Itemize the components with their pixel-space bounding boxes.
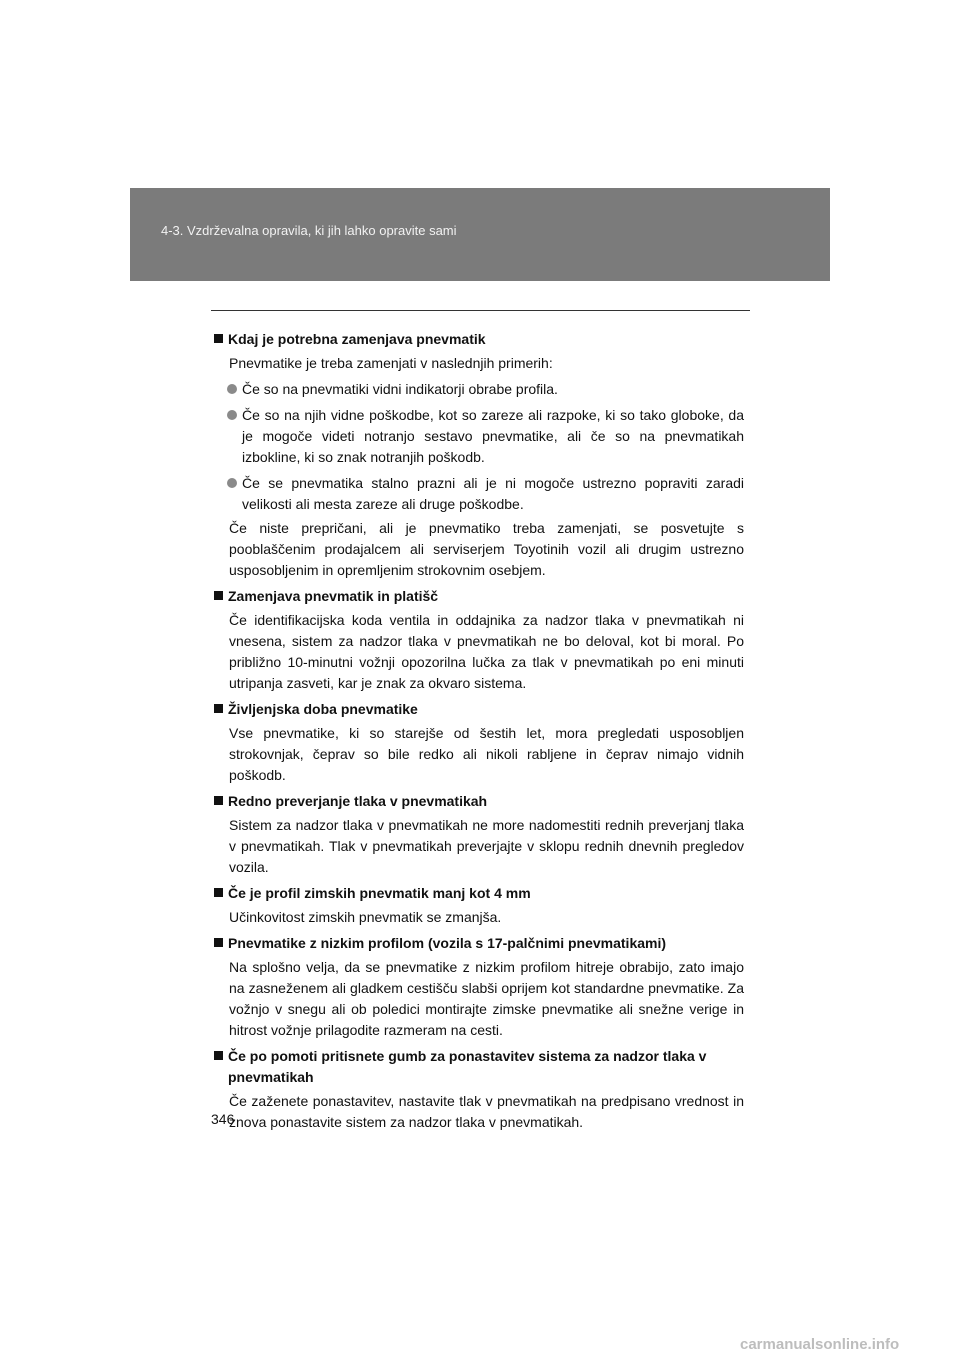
- section-heading: Kdaj je potrebna zamenjava pnevmatik: [211, 329, 744, 350]
- section-body: Če zaženete ponastavitev, nastavite tlak v pnevmatikah na predpisano vrednost in znova ponastavite sistem za nadzor tlaka v pnevmatikah.: [229, 1093, 744, 1130]
- section-heading: Pnevmatike z nizkim profilom (vozila s 17-palčnimi pnevmatikami): [211, 933, 744, 954]
- top-divider: [211, 310, 750, 311]
- list-item: Če se pnevmatika stalno prazni ali je ni mogoče ustrezno popraviti zaradi velikosti ali mesta zareze ali druge poškodbe.: [211, 473, 744, 515]
- watermark: carmanualsonline.info: [740, 1336, 900, 1353]
- section-heading: Če je profil zimskih pnevmatik manj kot 4 mm: [211, 883, 744, 904]
- circle-bullet-icon: [227, 410, 237, 420]
- page-content: [211, 329, 744, 1133]
- section-body: Sistem za nadzor tlaka v pnevmatikah ne more nadomestiti rednih preverjanj tlaka v pnevmatikah. Tlak v pnevmatikah preverjajte v sklopu rednih dnevnih pregledov vozila.: [229, 817, 744, 875]
- section-heading: Če po pomoti pritisnete gumb za ponastavitev sistema za nadzor tlaka v pnevmatikah: [211, 1046, 744, 1088]
- section-heading: Redno preverjanje tlaka v pnevmatikah: [211, 791, 744, 812]
- section-header-band: [130, 188, 830, 281]
- section-body: Vse pnevmatike, ki so starejše od šestih let, mora pregledati usposobljen strokovnjak, čeprav so bile redko ali nikoli rabljene in čeprav nimajo vidnih poškodb.: [229, 725, 744, 783]
- section-body: Učinkovitost zimskih pnevmatik se zmanjša.: [229, 909, 502, 925]
- section-body: Če niste prepričani, ali je pnevmatiko treba zamenjati, se posvetujte s pooblaščenim prodajalcem ali serviserjem Toyotinih vozil ali drugim ustrezno usposobljenim in opremljenim strokovnim osebjem.: [229, 520, 744, 578]
- square-bullet-icon: [214, 334, 223, 343]
- list-item: Če so na pnevmatiki vidni indikatorji obrabe profila.: [211, 379, 744, 400]
- square-bullet-icon: [214, 796, 223, 805]
- square-bullet-icon: [214, 888, 223, 897]
- section-body: Na splošno velja, da se pnevmatike z nizkim profilom hitreje obrabijo, zato imajo na zasneženem ali gladkem cestišču slabši oprijem kot standardne pnevmatike. Za vožnjo v snegu ali ob poledici montirajte zimske pnevmatike ali snežne verige in hitrost vožnje prilagodite razmeram na cesti.: [229, 959, 744, 1038]
- page-number: 346: [211, 1111, 235, 1127]
- section-title: 4-3. Vzdrževalna opravila, ki jih lahko opravite sami: [161, 223, 457, 238]
- section-heading: Zamenjava pnevmatik in platišč: [211, 586, 744, 607]
- list-item: Če so na njih vidne poškodbe, kot so zareze ali razpoke, ki so tako globoke, da je mogoče videti notranjo sestavo pnevmatike, ali če so na pnevmatikah izbokline, ki so znak notranjih poškodb.: [211, 405, 744, 468]
- square-bullet-icon: [214, 591, 223, 600]
- section-intro: Pnevmatike je treba zamenjati v naslednjih primerih:: [229, 355, 553, 371]
- circle-bullet-icon: [227, 478, 237, 488]
- square-bullet-icon: [214, 1051, 223, 1060]
- square-bullet-icon: [214, 704, 223, 713]
- square-bullet-icon: [214, 938, 223, 947]
- circle-bullet-icon: [227, 384, 237, 394]
- section-body: Če identifikacijska koda ventila in oddajnika za nadzor tlaka v pnevmatikah ni vnesena, sistem za nadzor tlaka v pnevmatikah ne bo deloval, kot bi moral. Po približno 10-minutni vožnji opozorilna lučka za tlak v pnevmatikah po eni minuti utripanja zasveti, kar je znak za okvaro sistema.: [229, 612, 744, 691]
- section-heading: Življenjska doba pnevmatike: [211, 699, 744, 720]
